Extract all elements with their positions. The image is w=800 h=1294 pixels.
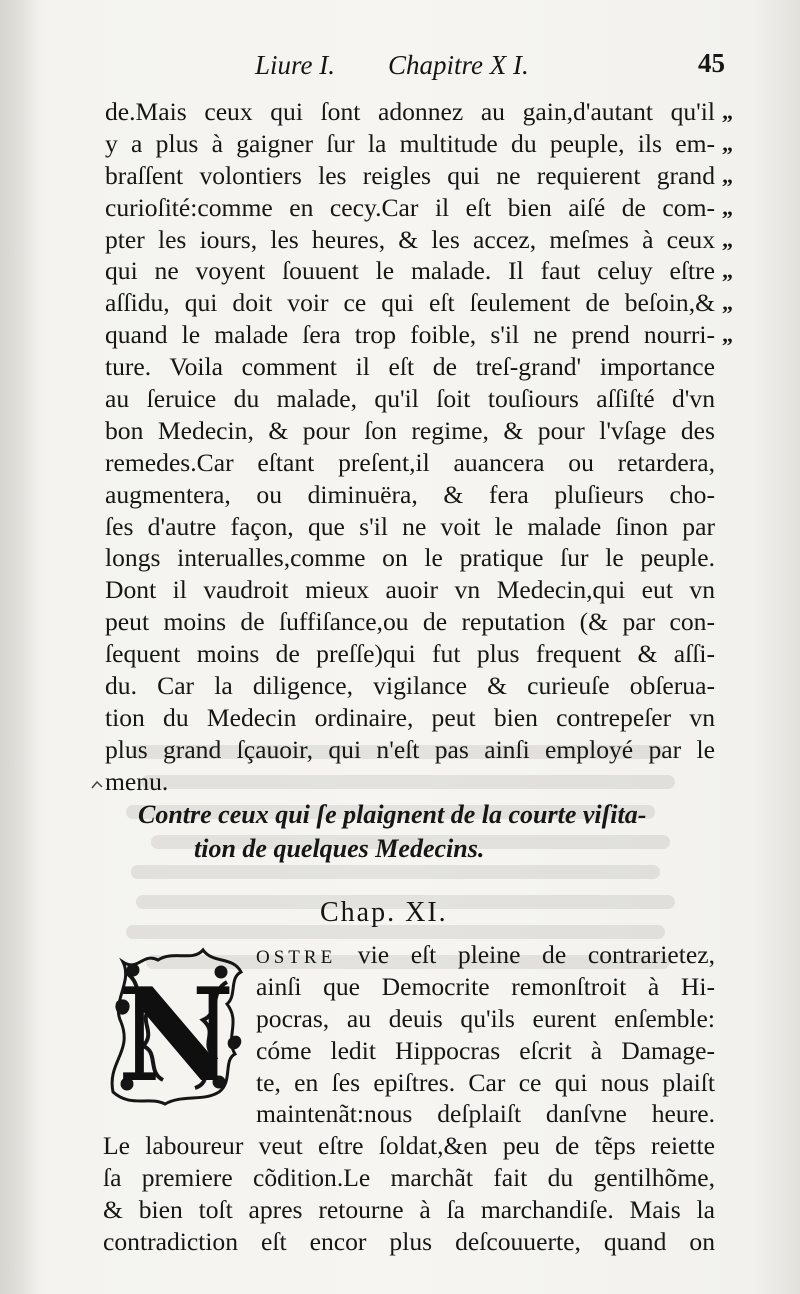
text-line: au ſeruice du malade, qu'il ſoit touſiours aſſiſté d'vn bbox=[105, 384, 715, 414]
dropcap-letter: N bbox=[117, 961, 235, 1111]
text-line: bon Medecin, & pour ſon regime, & pour l'vſage des bbox=[105, 415, 715, 445]
ink-mark bbox=[90, 778, 104, 792]
header-book: Liure I. bbox=[255, 50, 335, 80]
text-line: quand le malade ſera trop foible, s'il ne prend nourri- bbox=[105, 320, 715, 350]
quote-mark: „ bbox=[722, 162, 733, 188]
text-line: aſſidu, qui doit voir ce qui eſt ſeulement de beſoin,& bbox=[105, 288, 715, 318]
text-line: longs interualles,comme on le pratique ſur le peuple. bbox=[105, 543, 715, 573]
text-line: y a plus à gaigner ſur la multitude du peuple, ils em- bbox=[105, 128, 715, 158]
text-line: ainſi que Democrite remonſtroit à Hi- bbox=[256, 971, 715, 1001]
heading-line: tion de quelques Medecins. bbox=[194, 834, 485, 863]
text-line: augmentera, ou diminuëra, & fera pluſieurs cho- bbox=[105, 479, 715, 509]
text-line: pocras, au deuis qu'ils eurent enſemble: bbox=[256, 1003, 715, 1033]
running-header bbox=[255, 50, 725, 86]
quote-mark: „ bbox=[722, 322, 733, 348]
heading-line: Contre ceux qui ſe plaignent de la courte viſita- bbox=[138, 800, 647, 829]
paragraph-continuation bbox=[105, 96, 715, 798]
text-line: contradiction eſt encor plus deſcouuerte, quand on bbox=[103, 1227, 715, 1257]
text-line: du. Car la diligence, vigilance & curieuſe obſerua- bbox=[105, 671, 715, 701]
text-line: pter les iours, les heures, & les accez, meſmes à ceux bbox=[105, 224, 715, 254]
text-line: Dont il vaudroit mieux auoir vn Medecin,qui eut vn bbox=[105, 575, 715, 605]
text-line: qui ne voyent ſouuent le malade. Il faut celuy eſtre bbox=[105, 256, 715, 286]
text-line: ſequent moins de preſſe)qui fut plus frequent & aſſi- bbox=[105, 639, 715, 669]
text-line: curioſité:comme en cecy.Car il eſt bien aiſé de com- bbox=[105, 192, 715, 222]
chapter-heading bbox=[138, 798, 698, 866]
quote-mark: „ bbox=[722, 226, 733, 252]
header-chapter: Chapitre X I. bbox=[388, 50, 529, 80]
text-line: Le laboureur veut eſtre ſoldat,&en peu de tẽps reiette bbox=[103, 1131, 715, 1161]
text-line: ſes d'autre façon, que s'il ne voit le malade ſinon par bbox=[105, 511, 715, 541]
page-gutter-shadow bbox=[0, 0, 40, 1294]
text-line: & bien toſt apres retourne à ſa marchandiſe. Mais la bbox=[103, 1195, 715, 1225]
text-line: ture. Voila comment il eſt de treſ-grand' importance bbox=[105, 352, 715, 382]
text-line: ſa premiere cõdition.Le marchãt fait du gentilhõme, bbox=[103, 1163, 715, 1193]
text-line: plus grand ſçauoir, qui n'eſt pas ainſi employé par le bbox=[105, 734, 715, 764]
text-line: cóme ledit Hippocras eſcrit à Damage- bbox=[256, 1035, 715, 1065]
quote-mark: „ bbox=[722, 130, 733, 156]
quote-mark: „ bbox=[722, 290, 733, 316]
text-line: tion du Medecin ordinaire, peut bien contrepeſer vn bbox=[105, 702, 715, 732]
text-line: peut moins de ſuffiſance,ou de reputation (& par con- bbox=[105, 607, 715, 637]
chapter-label: Chap. XI. bbox=[320, 897, 448, 928]
text-line bbox=[256, 939, 715, 971]
text-line-rest: vie eſt pleine de contrarietez, bbox=[336, 940, 715, 969]
page-number: 45 bbox=[698, 48, 725, 78]
text-line: te, en ſes epiſtres. Car ce qui nous plaiſt bbox=[256, 1067, 715, 1097]
chapter-opening-text bbox=[103, 939, 715, 1258]
quote-mark: „ bbox=[722, 258, 733, 284]
text-line: remedes.Car eſtant preſent,il auancera ou retardera, bbox=[105, 447, 715, 477]
marginal-quote-marks bbox=[722, 96, 762, 351]
text-line: de.Mais ceux qui ſont adonnez au gain,d'autant qu'il bbox=[105, 97, 715, 126]
quote-mark: „ bbox=[722, 194, 733, 220]
opening-smallcaps: OSTRE bbox=[256, 947, 337, 968]
text-line: maintenãt:nous deſplaiſt danſvne heure. bbox=[256, 1099, 715, 1129]
text-line: menu. bbox=[105, 766, 169, 796]
text-line: braſſent volontiers les reigles qui ne requierent grand bbox=[105, 160, 715, 190]
quote-mark: „ bbox=[722, 99, 733, 124]
